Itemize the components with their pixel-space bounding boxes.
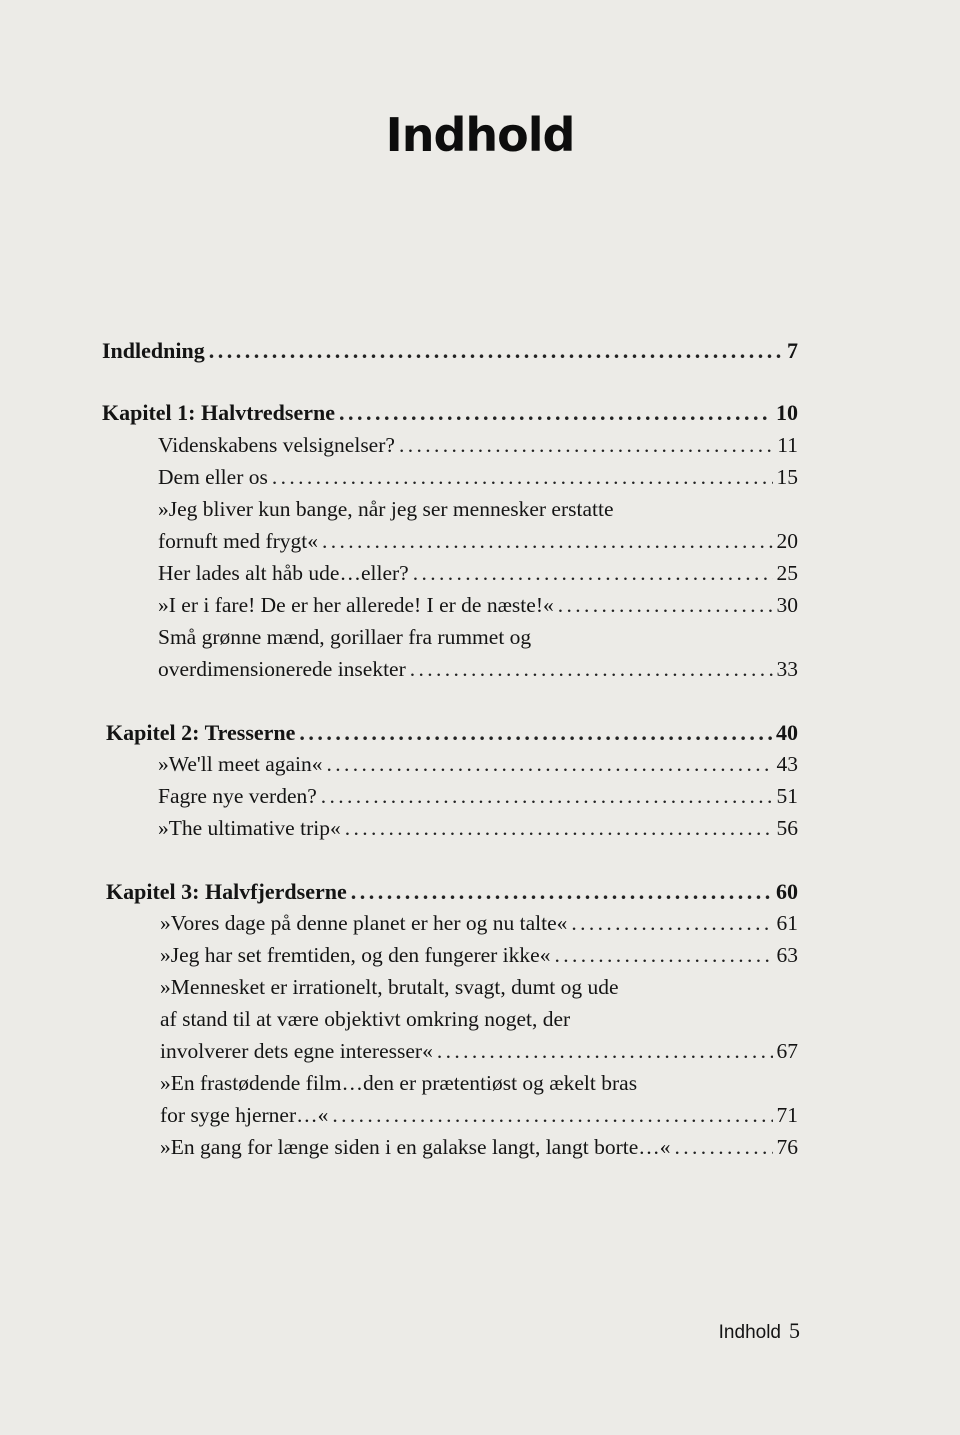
toc-page-number: 33 <box>776 657 798 681</box>
toc-section-line <box>160 975 798 1007</box>
dot-leader <box>351 879 772 905</box>
toc-entry-title: af stand til at være objektivt omkring noget, der <box>160 1007 571 1031</box>
toc-page-number: 76 <box>776 1135 798 1159</box>
toc-entry-title: overdimensionerede insekter <box>158 657 406 681</box>
page-footer <box>719 1318 800 1344</box>
toc-section <box>160 911 798 943</box>
toc-entry-title: »Vores dage på denne planet er her og nu talte« <box>160 911 568 935</box>
dot-leader <box>272 465 773 490</box>
toc-entry-title: »En frastødende film…den er prætentiøst og ækelt bras <box>160 1071 638 1095</box>
toc-entry-title: Små grønne mænd, gorillaer fra rummet og <box>158 625 532 649</box>
toc-page-number: 30 <box>776 593 798 617</box>
toc-section <box>158 561 798 593</box>
toc-section-line <box>160 1071 798 1103</box>
running-footer-title: Indhold <box>718 1322 781 1343</box>
toc-section-line <box>158 625 798 657</box>
toc-section <box>160 1039 798 1071</box>
toc-chapter <box>106 879 798 911</box>
toc-entry-title: »Jeg har set fremtiden, og den fungerer ikke« <box>160 943 551 967</box>
toc-page-number: 71 <box>776 1103 798 1127</box>
page-number: 5 <box>789 1318 800 1343</box>
toc-page-number: 56 <box>776 816 798 840</box>
dot-leader <box>327 752 773 777</box>
page-title: Indhold <box>385 108 575 162</box>
toc-section <box>158 657 798 689</box>
toc-page-number: 51 <box>776 784 798 808</box>
toc-chapter <box>106 720 798 752</box>
toc-section <box>158 752 798 784</box>
toc-page-number: 10 <box>776 400 798 425</box>
toc-entry-title: Kapitel 1: Halvtredserne <box>102 400 335 425</box>
toc-page-number: 67 <box>776 1039 798 1063</box>
toc-page-number: 7 <box>787 338 798 363</box>
toc-page-number: 63 <box>776 943 798 967</box>
dot-leader <box>345 816 773 841</box>
toc-section <box>158 529 798 561</box>
dot-leader <box>571 911 772 936</box>
toc-entry-title: »The ultimative trip« <box>158 816 341 840</box>
toc-section <box>160 943 798 975</box>
dot-leader <box>437 1039 773 1064</box>
toc-chapter <box>102 338 798 370</box>
toc-page-number: 11 <box>777 433 798 457</box>
toc-entry-title: Kapitel 3: Halvfjerdserne <box>106 879 347 904</box>
dot-leader <box>321 784 773 809</box>
toc-entry-title: involverer dets egne interesser« <box>160 1039 433 1063</box>
toc-page-number: 60 <box>776 879 798 904</box>
dot-leader <box>322 529 772 554</box>
toc-section <box>160 1135 798 1167</box>
toc-chapter <box>102 400 798 432</box>
toc-page-number: 25 <box>776 561 798 585</box>
dot-leader <box>413 561 773 586</box>
toc-entry-title: fornuft med frygt« <box>158 529 319 553</box>
toc-entry-title: Indledning <box>102 338 205 363</box>
toc-entry-title: Videnskabens velsignelser? <box>158 433 395 457</box>
toc-page-number: 43 <box>776 752 798 776</box>
toc-section <box>158 816 798 848</box>
toc-entry-title: »I er i fare! De er her allerede! I er de næste!« <box>158 593 554 617</box>
dot-leader <box>299 720 772 746</box>
toc-page-number: 61 <box>776 911 798 935</box>
toc-section-line <box>158 497 798 529</box>
toc-page-number: 15 <box>776 465 798 489</box>
toc-entry-title: for syge hjerner…« <box>160 1103 329 1127</box>
toc-entry-title: »En gang for længe siden i en galakse langt, langt borte…« <box>160 1135 671 1159</box>
dot-leader <box>410 657 773 682</box>
toc-page-number: 20 <box>776 529 798 553</box>
dot-leader <box>399 433 773 458</box>
dot-leader <box>209 338 783 364</box>
dot-leader <box>332 1103 772 1128</box>
toc-entry-title: Fagre nye verden? <box>158 784 317 808</box>
toc-page-number: 40 <box>776 720 798 745</box>
toc-entry-title: Her lades alt håb ude…eller? <box>158 561 409 585</box>
toc-entry-title: »We'll meet again« <box>158 752 323 776</box>
dot-leader <box>558 593 773 618</box>
dot-leader <box>339 400 772 426</box>
toc-entry-title: Kapitel 2: Tresserne <box>106 720 296 745</box>
toc-section <box>158 784 798 816</box>
toc-entry-title: »Mennesket er irrationelt, brutalt, svagt, dumt og ude <box>160 975 619 999</box>
toc-entry-title: Dem eller os <box>158 465 268 489</box>
toc-entry-title: »Jeg bliver kun bange, når jeg ser mennesker erstatte <box>158 497 614 521</box>
toc-section <box>158 593 798 625</box>
toc-section <box>158 465 798 497</box>
toc-section <box>158 433 798 465</box>
toc-section-line <box>160 1007 798 1039</box>
dot-leader <box>675 1135 773 1160</box>
dot-leader <box>554 943 772 968</box>
toc-section <box>160 1103 798 1135</box>
